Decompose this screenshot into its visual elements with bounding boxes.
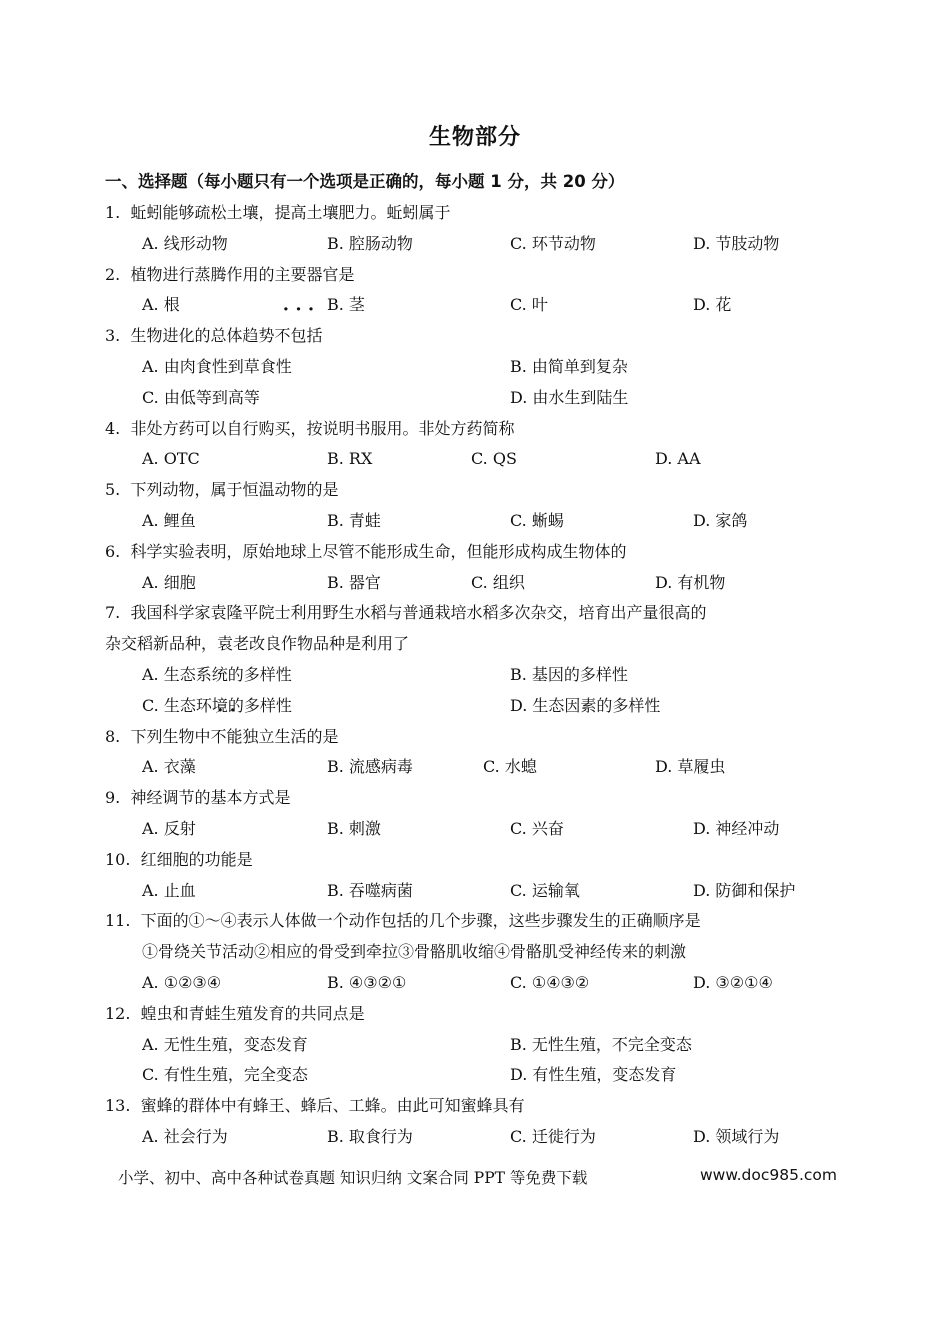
emphasis-dots-text: · · · 不包括 <box>274 321 322 352</box>
section-heading: 一、选择题（每小题只有一个选项是正确的，每小题 1 分，共 20 分） <box>105 172 625 191</box>
option-d[interactable]: D. 由水生到陆生 <box>510 387 629 407</box>
option-b[interactable]: B. 器官 <box>327 572 381 592</box>
question-12-options-row-2 <box>105 1060 850 1091</box>
question-text: 植物进行蒸腾作用的主要器官是 <box>130 264 355 284</box>
question-text: 蝗虫和青蛙生殖发育的共同点是 <box>140 1003 365 1023</box>
question-11-steps <box>105 937 850 968</box>
question-11-stem <box>105 906 850 937</box>
question-list <box>105 198 850 1153</box>
option-a[interactable]: A. 社会行为 <box>142 1126 228 1146</box>
question-number: 5. <box>105 480 121 500</box>
question-text: 杂交稻新品种，袁老改良作物品种是利用了 <box>105 634 410 654</box>
option-c[interactable]: C. ①④③② <box>510 972 590 992</box>
question-text: 下面的①～④表示人体做一个动作包括的几个步骤，这些步骤发生的正确顺序是 <box>140 911 701 931</box>
option-a[interactable]: A. 由肉食性到草食性 <box>142 356 292 376</box>
question-12-options-row-1 <box>105 1030 850 1061</box>
question-2-options <box>105 290 850 321</box>
question-text: 蜜蜂的群体中有蜂王、蜂后、工蜂。由此可知蜜蜂具有 <box>140 1096 525 1116</box>
question-3-options-row-2 <box>105 383 850 414</box>
option-b[interactable]: B. 由简单到复杂 <box>510 356 628 376</box>
option-d[interactable]: D. 家鸽 <box>693 510 748 530</box>
option-c[interactable]: C. 兴奋 <box>510 818 564 838</box>
option-a[interactable]: A. 衣藻 <box>142 757 196 777</box>
option-b[interactable]: B. 吞噬病菌 <box>327 880 413 900</box>
question-number: 3. <box>105 326 121 346</box>
option-d[interactable]: D. ③②①④ <box>693 972 773 992</box>
question-11-options <box>105 968 850 999</box>
question-number: 13. <box>105 1096 131 1116</box>
question-number: 7. <box>105 603 121 623</box>
question-text: 红细胞的功能是 <box>140 849 253 869</box>
option-d[interactable]: D. 有机物 <box>655 572 726 592</box>
question-text: 科学实验表明，原始地球上尽管不能形成生命，但能形成构成生物体的 <box>130 541 627 561</box>
question-13-stem <box>105 1091 850 1122</box>
option-d[interactable]: D. 神经冲动 <box>693 818 780 838</box>
option-a[interactable]: A. 生态系统的多样性 <box>142 664 292 684</box>
option-b[interactable]: B. 流感病毒 <box>327 757 413 777</box>
question-9-options <box>105 814 850 845</box>
question-5-stem <box>105 475 850 506</box>
option-d[interactable]: D. 草履虫 <box>655 757 726 777</box>
option-d[interactable]: D. 节肢动物 <box>693 233 780 253</box>
option-c[interactable]: C. 迁徙行为 <box>510 1126 596 1146</box>
option-a[interactable]: A. 细胞 <box>142 572 196 592</box>
option-c[interactable]: C. QS <box>471 449 517 469</box>
option-d[interactable]: D. AA <box>655 449 701 469</box>
question-13-options <box>105 1122 850 1153</box>
option-d[interactable]: D. 生态因素的多样性 <box>510 695 661 715</box>
question-7-stem <box>105 598 850 629</box>
question-6-options <box>105 568 850 599</box>
option-d[interactable]: D. 防御和保护 <box>693 880 796 900</box>
question-9-stem <box>105 783 850 814</box>
question-6-stem <box>105 537 850 568</box>
question-8-options <box>105 752 850 783</box>
option-d[interactable]: D. 花 <box>693 295 732 315</box>
option-b[interactable]: B. ④③②① <box>327 972 407 992</box>
option-a[interactable]: A. 止血 <box>142 880 196 900</box>
option-d[interactable]: D. 有性生殖，变态发育 <box>510 1065 677 1085</box>
question-8-stem: 8. 下列生物中· · 不能独立生活的是 <box>105 722 850 753</box>
question-3-stem <box>105 321 850 352</box>
option-c[interactable]: C. 组织 <box>471 572 525 592</box>
question-number: 9. <box>105 788 121 808</box>
option-b[interactable]: B. 腔肠动物 <box>327 233 413 253</box>
question-number: 8. <box>105 726 121 746</box>
question-text: 下列动物，属于恒温动物的是 <box>130 480 339 500</box>
question-text: 非处方药可以自行购买，按说明书服用。非处方药简称 <box>130 418 515 438</box>
option-a[interactable]: A. 反射 <box>142 818 196 838</box>
option-b[interactable]: B. 基因的多样性 <box>510 664 628 684</box>
option-b[interactable]: B. 茎 <box>327 295 365 315</box>
option-b[interactable]: B. 青蛙 <box>327 510 381 530</box>
emphasis-dots-text: · · 不能 <box>210 722 242 753</box>
question-7-stem-continued <box>105 629 850 660</box>
question-number: 10. <box>105 849 131 869</box>
question-number: 2. <box>105 264 121 284</box>
footer-text: 小学、初中、高中各种试卷真题 知识归纳 文案合同 PPT 等免费下载 <box>118 1169 588 1187</box>
question-text: 下列生物中 <box>130 726 211 746</box>
option-a[interactable]: A. 根 <box>142 295 180 315</box>
question-4-options <box>105 444 850 475</box>
question-3-options-row-1 <box>105 352 850 383</box>
question-number: 1. <box>105 203 121 222</box>
question-text: 我国科学家袁隆平院士利用野生水稻与普通栽培水稻多次杂交，培育出产量很高的 <box>130 603 707 623</box>
option-c[interactable]: C. 蜥蜴 <box>510 510 564 530</box>
question-text: ①骨绕关节活动②相应的骨受到牵拉③骨骼肌收缩④骨骼肌受神经传来的刺激 <box>142 942 687 962</box>
option-c[interactable]: C. 生态环境的多样性 <box>142 695 292 715</box>
question-number: 11. <box>105 911 131 931</box>
option-c[interactable]: C. 由低等到高等 <box>142 387 260 407</box>
question-1-options <box>105 229 850 260</box>
option-b[interactable]: B. RX <box>327 449 373 469</box>
option-a[interactable]: A. OTC <box>142 449 200 469</box>
question-7-options-row-1 <box>105 660 850 691</box>
question-12-stem <box>105 999 850 1030</box>
question-text: 神经调节的基本方式是 <box>130 788 291 808</box>
option-b[interactable]: B. 取食行为 <box>327 1126 413 1146</box>
question-text: 蚯蚓能够疏松土壤，提高土壤肥力。蚯蚓属于 <box>130 203 451 222</box>
option-a[interactable]: A. 线形动物 <box>142 233 228 253</box>
question-text: 生物进化的总体趋势 <box>130 326 275 346</box>
option-c[interactable]: C. 运输氧 <box>510 880 580 900</box>
question-number: 12. <box>105 1003 131 1023</box>
option-b[interactable]: B. 无性生殖，不完全变态 <box>510 1034 692 1054</box>
question-number: 6. <box>105 541 121 561</box>
question-1-stem <box>105 198 850 229</box>
option-c[interactable]: C. 水螅 <box>483 757 537 777</box>
option-c[interactable]: C. 叶 <box>510 295 548 315</box>
question-4-stem <box>105 414 850 445</box>
option-c[interactable]: C. 环节动物 <box>510 233 596 253</box>
option-d[interactable]: D. 领域行为 <box>693 1126 780 1146</box>
question-5-options <box>105 506 850 537</box>
page-title: 生物部分 <box>428 125 521 150</box>
footer-url-link[interactable]: www.doc985.com <box>700 1166 837 1184</box>
option-c[interactable]: C. 有性生殖，完全变态 <box>142 1065 308 1085</box>
question-2-stem <box>105 260 850 291</box>
question-10-options <box>105 876 850 907</box>
question-10-stem <box>105 845 850 876</box>
option-a[interactable]: A. 鲤鱼 <box>142 510 196 530</box>
question-number: 4. <box>105 418 121 438</box>
option-a[interactable]: A. ①②③④ <box>142 972 222 992</box>
option-b[interactable]: B. 刺激 <box>327 818 381 838</box>
option-a[interactable]: A. 无性生殖，变态发育 <box>142 1034 308 1054</box>
footer <box>118 1166 838 1188</box>
